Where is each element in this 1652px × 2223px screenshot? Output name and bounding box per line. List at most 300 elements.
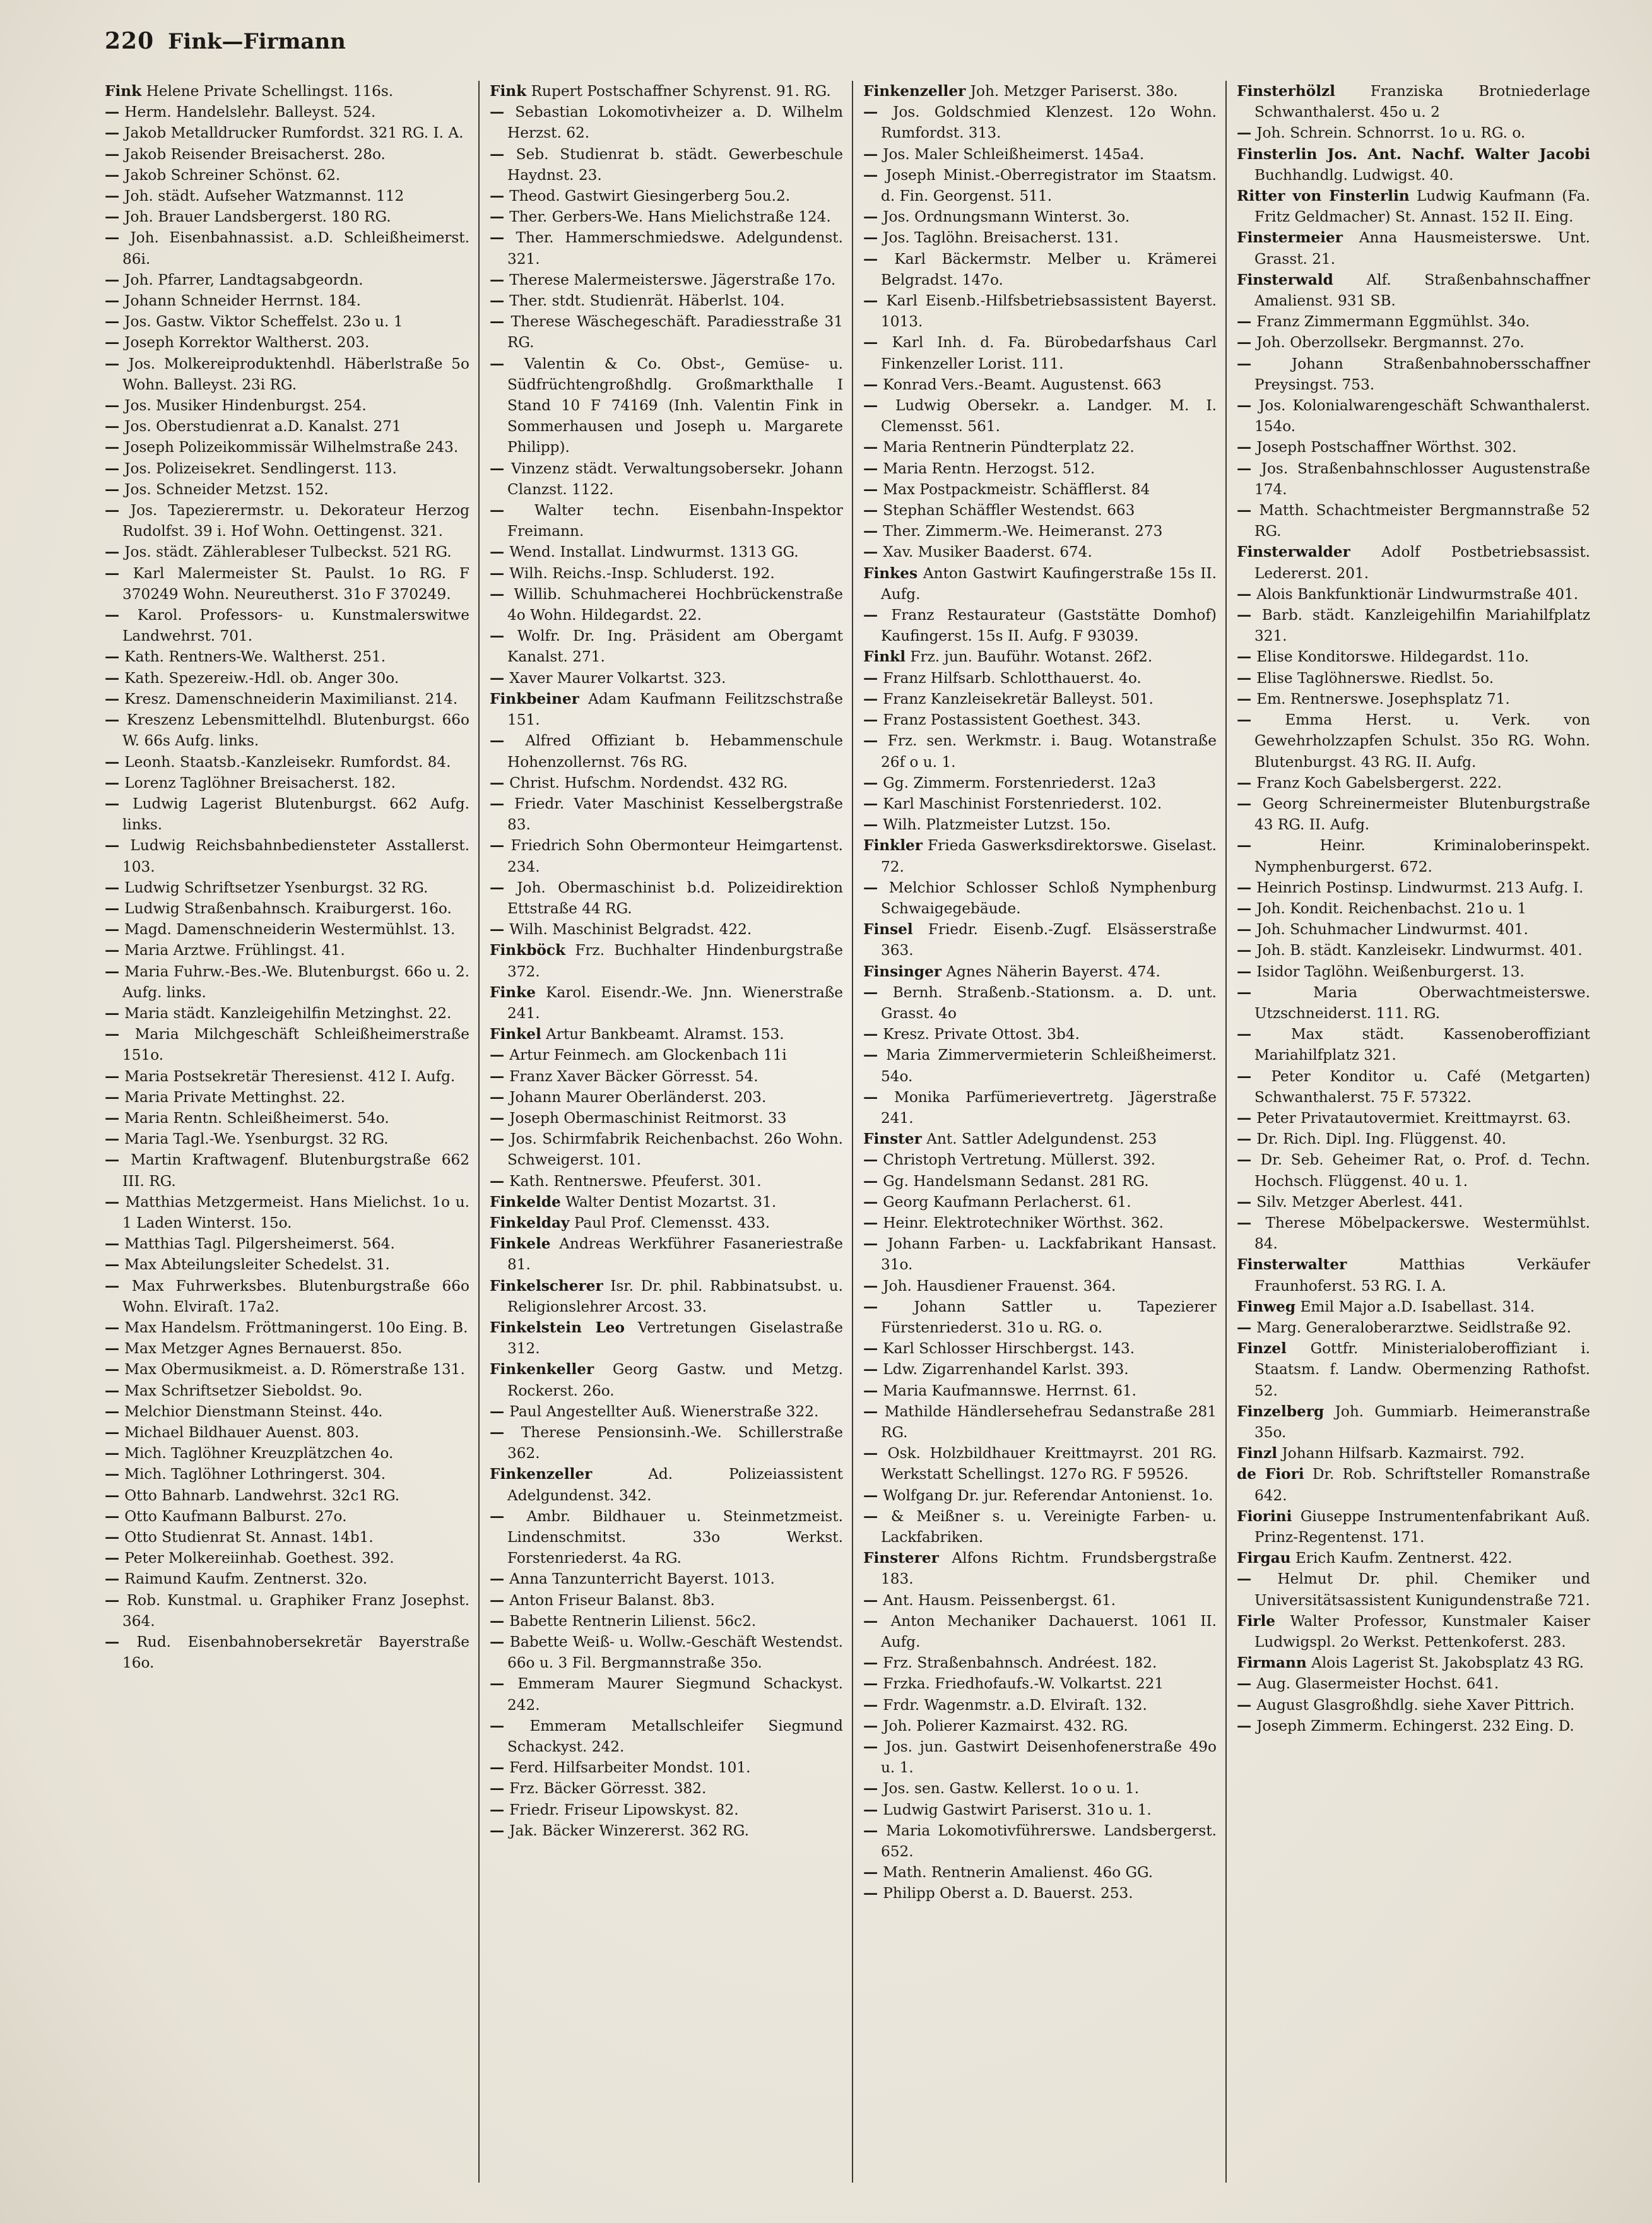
directory-entry (863, 1506, 1217, 1548)
surname: Finkelday (490, 1214, 570, 1231)
entry-text: Helene Private Schellingst. 116s. (146, 83, 394, 100)
entry-text: Maria Zimmervermieterin Schleißheimerst. 54o. (881, 1046, 1217, 1085)
directory-entry (863, 1695, 1217, 1716)
entry-text: Kresz. Private Ottost. 3b4. (883, 1026, 1080, 1043)
directory-entry (105, 1527, 469, 1548)
entry-text: Buchhandlg. Ludwigst. 40. (1254, 166, 1454, 184)
directory-entry (490, 102, 843, 143)
directory-entry (105, 1548, 469, 1568)
surname: Finsinger (863, 963, 942, 980)
directory-entry (490, 500, 843, 542)
entry-text: Jos. Schirmfabrik Reichenbachst. 26o Wohn. Schweigerst. 101. (507, 1130, 844, 1169)
entry-text: Lorenz Taglöhner Breisacherst. 182. (124, 774, 396, 791)
directory-entry (863, 1045, 1217, 1086)
directory-entry (1237, 773, 1590, 793)
entry-text: Wilh. Reichs.-Insp. Schluderst. 192. (509, 564, 775, 582)
entry-text: Jos. städt. Zählerableser Tulbeckst. 521 RG. (124, 543, 452, 561)
entry-text: Frz. jun. Bauführ. Wotanst. 26f2. (910, 648, 1153, 666)
directory-entry (490, 1422, 843, 1464)
directory-entry (1237, 1317, 1590, 1338)
entry-text: Maria Lokomotivführerswe. Landsbergerst. 652. (881, 1822, 1217, 1861)
surname: Ritter von Finsterlin (1237, 187, 1410, 205)
surname: Firmann (1237, 1654, 1307, 1672)
directory-entry (1237, 353, 1590, 395)
entry-text: Therese Möbelpackerswe. Westermühlst. 84. (1254, 1214, 1590, 1253)
directory-entry (490, 1171, 843, 1192)
directory-entry-surname (105, 81, 469, 102)
directory-entry (863, 982, 1217, 1024)
directory-entry (863, 1716, 1217, 1736)
entry-text: Wolfgang Dr. jur. Referendar Antonienst. 1o. (883, 1486, 1213, 1504)
entry-text: Maria Arztwe. Frühlingst. 41. (124, 942, 345, 959)
entry-text: Johann Sattler u. Tapezierer Fürstenriederst. 31o u. RG. o. (881, 1298, 1217, 1336)
entry-text: Max Fuhrwerksbes. Blutenburgstraße 66o Wohn. Elviraſt. 17a2. (122, 1277, 469, 1315)
directory-entry (105, 1129, 469, 1149)
entry-text: Emmeram Maurer Siegmund Schackyst. 242. (507, 1675, 843, 1714)
entry-text: Joh. städt. Aufseher Watzmannst. 112 (124, 187, 404, 205)
entry-text: Ther. Gerbers-We. Hans Mielichstraße 124. (509, 208, 831, 226)
entry-text: Ludwig Gastwirt Pariserst. 31o u. 1. (883, 1801, 1152, 1818)
directory-entry (863, 1778, 1217, 1799)
directory-entry (863, 1736, 1217, 1778)
entry-text: Michael Bildhauer Auenst. 803. (124, 1424, 360, 1441)
entry-text: Jakob Schreiner Schönst. 62. (124, 166, 341, 184)
entry-text: Max Metzger Agnes Bernauerst. 85o. (124, 1340, 403, 1358)
entry-text: Max städt. Kassenoberoffiziant Mariahilfplatz 321. (1254, 1026, 1590, 1064)
directory-entry (863, 605, 1217, 646)
surname: Finweg (1237, 1298, 1296, 1315)
directory-entry (105, 186, 469, 206)
directory-entry (1237, 437, 1590, 458)
directory-entry (105, 1276, 469, 1317)
directory-entry-surname (863, 1548, 1217, 1589)
entry-text: Anna Hausmeisterswe. Unt. Grasst. 21. (1254, 229, 1591, 268)
entry-text: Emil Major a.D. Isabellast. 314. (1300, 1298, 1535, 1315)
directory-entry (105, 1590, 469, 1632)
entry-text: Peter Molkereiinhab. Goethest. 392. (124, 1550, 394, 1567)
entry-text: Joh. Schrein. Schnorrst. 1o u. RG. o. (1256, 124, 1526, 142)
directory-entry (1237, 1192, 1590, 1212)
directory-entry (1237, 458, 1590, 500)
entry-text: Wend. Installat. Lindwurmst. 1313 GG. (509, 543, 799, 561)
directory-entry (863, 709, 1217, 730)
directory-entry (1237, 982, 1590, 1024)
surname: Finstermeier (1237, 229, 1343, 247)
directory-entry (863, 227, 1217, 248)
directory-entry (1237, 709, 1590, 773)
directory-entry-surname (490, 1276, 843, 1317)
directory-entry (863, 1171, 1217, 1192)
entry-text: Martin Kraftwagenf. Blutenburgstraße 662 III. RG. (122, 1151, 469, 1190)
entry-text: Ther. Hammerschmiedswe. Adelgundenst. 321. (507, 229, 843, 268)
entry-text: Matthias Tagl. Pilgersheimerst. 564. (124, 1235, 395, 1253)
entry-text: Joseph Postschaffner Wörthst. 302. (1256, 439, 1517, 456)
directory-entry (490, 353, 843, 458)
directory-entry (1237, 793, 1590, 835)
entry-text: Jos. sen. Gastw. Kellerst. 1o o u. 1. (883, 1780, 1140, 1798)
entry-text: Matth. Schachtmeister Bergmannstraße 52 RG. (1254, 502, 1590, 540)
entry-text: Jos. Molkereiproduktenhdl. Häberlstraße 5o Wohn. Balleyst. 23i RG. (122, 355, 469, 393)
directory-entry (1237, 1673, 1590, 1694)
directory-entry (1237, 605, 1590, 646)
entry-text: Seb. Studienrat b. städt. Gewerbeschule Haydnst. 23. (507, 145, 843, 184)
entry-text: Melchior Schlosser Schloß Nymphenburg Schwaigegebäude. (881, 879, 1217, 917)
directory-entry-surname (490, 1317, 843, 1359)
entry-text: Ther. Zimmerm.-We. Heimeranst. 273 (883, 523, 1163, 540)
directory-entry (490, 1611, 843, 1632)
directory-entry (105, 1024, 469, 1065)
entry-text: Giuseppe Instrumentenfabrikant Auß. Prinz-Regentenst. 171. (1254, 1507, 1590, 1546)
directory-entry (105, 793, 469, 835)
entry-text: Peter Privatautovermiet. Kreittmayrst. 63. (1256, 1109, 1571, 1127)
directory-entry (105, 1632, 469, 1673)
directory-entry (1237, 1716, 1590, 1736)
directory-entry (105, 877, 469, 898)
directory-entry (1237, 877, 1590, 898)
entry-text: Karl Malermeister St. Paulst. 1o RG. F 370249 Wohn. Neureutherst. 31o F 370249. (122, 564, 470, 603)
entry-text: Alois Bankfunktionär Lindwurmstraße 401. (1256, 585, 1579, 603)
directory-entry (490, 1590, 843, 1611)
entry-text: Jos. Maler Schleißheimerst. 145a4. (883, 145, 1145, 163)
entry-text: Alfons Richtm. Frundsbergstraße 183. (881, 1550, 1217, 1588)
directory-entry (863, 730, 1217, 772)
surname: Finkelde (490, 1193, 561, 1211)
surname: Finkenkeller (490, 1361, 594, 1378)
directory-entry-surname (1237, 81, 1590, 122)
directory-entry (105, 1338, 469, 1359)
entry-text: Alf. Straßenbahnschaffner Amalienst. 931 SB. (1254, 271, 1590, 310)
entry-text: Stephan Schäffler Westendst. 663 (883, 502, 1135, 519)
entry-text: Artur Bankbeamt. Alramst. 153. (546, 1026, 784, 1043)
directory-entry (105, 1149, 469, 1191)
entry-text: August Glasgroßhdlg. siehe Xaver Pittrich. (1256, 1696, 1575, 1714)
directory-entry (490, 206, 843, 227)
entry-text: Max Obermusikmeist. a. D. Römerstraße 131. (124, 1361, 465, 1378)
directory-entry (105, 206, 469, 227)
directory-entry (1237, 919, 1590, 940)
entry-text: Maria Tagl.-We. Ysenburgst. 32 RG. (124, 1130, 389, 1148)
page-header (105, 28, 1594, 63)
directory-entry (105, 1233, 469, 1254)
directory-entry-surname (863, 646, 1217, 667)
entry-text: Gottfr. Ministerialoberoffiziant i. Staatsm. f. Landw. Obermenzing Rathofst. 52. (1254, 1340, 1590, 1399)
directory-entry (105, 1108, 469, 1129)
entry-text: Karl Maschinist Forstenriederst. 102. (883, 795, 1162, 812)
entry-text: Joh. Gummiarb. Heimeranstraße 35o. (1254, 1402, 1590, 1441)
entry-text: Maria Oberwachtmeisterswe. Utzschneiderst. 111. RG. (1254, 983, 1590, 1022)
directory-entry (490, 542, 843, 562)
entry-text: Wilh. Maschinist Belgradst. 422. (509, 921, 752, 939)
entry-text: Jos. Kolonialwarengeschäft Schwanthalerst. 154o. (1254, 397, 1590, 436)
directory-entry (105, 144, 469, 165)
directory-entry-surname (863, 81, 1217, 102)
entry-text: Max Handelsm. Fröttmaningerst. 10o Eing. B. (124, 1319, 468, 1336)
directory-entry (490, 877, 843, 919)
entry-text: Silv. Metzger Aberlest. 441. (1256, 1193, 1463, 1211)
entry-text: Jos. Straßenbahnschlosser Augustenstraße 174. (1254, 459, 1590, 498)
directory-entry (863, 1820, 1217, 1862)
entry-text: Friedrich Sohn Obermonteur Heimgartenst. 234. (507, 837, 843, 875)
entry-text: Agnes Näherin Bayerst. 474. (946, 963, 1160, 980)
directory-entry (105, 1380, 469, 1401)
surname: Finkelscherer (490, 1277, 603, 1295)
entry-text: Joh. Schuhmacher Lindwurmst. 401. (1256, 921, 1528, 939)
directory-entry (105, 270, 469, 290)
entry-text: Ther. stdt. Studienrät. Häberlst. 104. (509, 292, 785, 310)
entry-text: Artur Feinmech. am Glockenbach 11i (509, 1046, 787, 1064)
entry-text: Kreszenz Lebensmittelhdl. Blutenburgst. 66o W. 66s Aufg. links. (122, 711, 469, 750)
directory-entry (863, 1590, 1217, 1611)
directory-entry (490, 563, 843, 584)
directory-entry (1237, 395, 1590, 437)
entry-text: Raimund Kaufm. Zentnerst. 32o. (124, 1570, 368, 1588)
directory-entry (863, 1799, 1217, 1820)
directory-entry (490, 773, 843, 793)
surname: Firle (1237, 1612, 1276, 1630)
entry-text: Max Schriftsetzer Sieboldst. 9o. (124, 1382, 363, 1399)
entry-text: Ludwig Schriftsetzer Ysenburgst. 32 RG. (124, 879, 428, 896)
directory-entry (863, 1024, 1217, 1045)
entry-text: Johann Straßenbahnobersschaffner Preysingst. 753. (1254, 355, 1590, 393)
entry-text: Willib. Schuhmacherei Hochbrückenstraße 4o Wohn. Hildegardst. 22. (507, 585, 843, 624)
entry-text: Friedr. Friseur Lipowskyst. 82. (509, 1801, 739, 1818)
entry-text: Ludwig Reichsbahnbediensteter Asstallerst. 103. (122, 837, 469, 875)
entry-text: Franz Postassistent Goethest. 343. (883, 711, 1141, 729)
entry-text: Jakob Metalldrucker Rumfordst. 321 RG. I. A. (124, 124, 464, 142)
directory-entry-surname (1237, 1464, 1590, 1505)
directory-entry (1237, 1212, 1590, 1254)
entry-text: Jos. Ordnungsmann Winterst. 3o. (883, 208, 1130, 226)
directory-entry-surname (863, 563, 1217, 605)
directory-entry-surname (490, 1212, 843, 1233)
directory-entry (490, 1632, 843, 1673)
directory-entry (1237, 122, 1590, 143)
entry-text: Andreas Werkführer Fasaneriestraße 81. (507, 1235, 843, 1274)
entry-text: Frzka. Friedhofaufs.-W. Volkartst. 221 (883, 1675, 1164, 1693)
directory-entry (105, 290, 469, 311)
directory-entry (105, 1066, 469, 1087)
entry-text: Alfred Offiziant b. Hebammenschule Hohenzollernst. 76s RG. (507, 732, 843, 771)
entry-text: Rud. Eisenbahnobersekretär Bayerstraße 16o. (122, 1633, 469, 1672)
entry-text: Theod. Gastwirt Giesingerberg 5ou.2. (509, 187, 791, 205)
entry-text: Osk. Holzbildhauer Kreittmayrst. 201 RG. Werkstatt Schellingst. 127o RG. F 59526. (881, 1445, 1217, 1483)
directory-entry-surname (490, 1233, 843, 1275)
directory-entry (863, 689, 1217, 709)
directory-entry (863, 290, 1217, 332)
directory-entry (105, 773, 469, 793)
entry-text: Maria Rentn. Schleißheimerst. 54o. (124, 1109, 389, 1127)
directory-entry-surname (490, 1464, 843, 1505)
directory-entry (105, 102, 469, 122)
entry-text: Ad. Polizeiassistent Adelgundenst. 342. (507, 1466, 843, 1504)
entry-text: Franz Zimmermann Eggmühlst. 34o. (1256, 313, 1530, 331)
entry-text: Friedr. Vater Maschinist Kesselbergstraße 83. (507, 795, 843, 834)
directory-entry (490, 793, 843, 835)
directory-entry (105, 919, 469, 940)
directory-entry (863, 1380, 1217, 1401)
entry-text: Matthias Verkäufer Fraunhoferst. 53 RG. I. A. (1254, 1256, 1590, 1295)
entry-text: Karl Bäckermstr. Melber u. Krämerei Belgradst. 147o. (881, 250, 1217, 288)
directory-entry-surname (863, 835, 1217, 877)
directory-entry (105, 1317, 469, 1338)
entry-text: Heinrich Postinsp. Lindwurmst. 213 Aufg. I. (1256, 879, 1584, 896)
surname: Finzl (1237, 1445, 1278, 1462)
entry-text: Joseph Obermaschinist Reitmorst. 33 (509, 1109, 787, 1127)
directory-entry (105, 1443, 469, 1464)
directory-entry (863, 521, 1217, 542)
entry-text: Mich. Taglöhner Kreuzplätzchen 4o. (124, 1445, 394, 1462)
directory-entry-surname (1237, 227, 1590, 269)
surname: Finsterwalter (1237, 1256, 1347, 1274)
directory-entry (105, 165, 469, 186)
surname: Fiorini (1237, 1507, 1292, 1525)
directory-entry (490, 1045, 843, 1065)
surname: Finkböck (490, 942, 566, 959)
directory-entry (863, 1883, 1217, 1904)
entry-text: Gg. Zimmerm. Forstenriederst. 12a3 (883, 774, 1157, 791)
directory-entry (105, 311, 469, 332)
entry-text: Dr. Rich. Dipl. Ing. Flüggenst. 40. (1256, 1130, 1506, 1148)
entry-text: Ant. Sattler Adelgundenst. 253 (926, 1130, 1157, 1148)
directory-entry (863, 773, 1217, 793)
surname: Finkler (863, 837, 923, 855)
entry-text: Jos. Polizeisekret. Sendlingerst. 113. (124, 459, 397, 477)
entry-text: Ant. Hausm. Peissenbergst. 61. (883, 1591, 1116, 1609)
entry-text: Franz Restaurateur (Gaststätte Domhof) Kaufingerst. 15s II. Aufg. F 93039. (881, 607, 1217, 645)
entry-text: Aug. Glasermeister Hochst. 641. (1256, 1675, 1499, 1693)
directory-entry (1237, 1149, 1590, 1191)
directory-entry (490, 1066, 843, 1087)
surname: Finkelstein Leo (490, 1319, 625, 1336)
directory-entry (105, 479, 469, 500)
surname: Finke (490, 983, 536, 1001)
surname: Finster (863, 1130, 922, 1148)
entry-text: Vertretungen Giselastraße 312. (507, 1319, 843, 1358)
directory-entry (1237, 1024, 1590, 1065)
surname: Firgau (1237, 1550, 1291, 1567)
surname: Finkele (490, 1235, 551, 1253)
entry-text: Walter techn. Eisenbahn-Inspektor Freimann. (507, 502, 843, 540)
entry-text: Otto Studienrat St. Annast. 14b1. (124, 1529, 374, 1546)
entry-text: Joseph Minist.-Oberregistrator im Staatsm. d. Fin. Georgenst. 511. (881, 166, 1217, 205)
surname: Finzel (1237, 1340, 1287, 1358)
directory-entry (1237, 332, 1590, 353)
directory-entry-surname (490, 1359, 843, 1401)
directory-entry (490, 1129, 843, 1170)
entry-text: Johann Maurer Oberländerst. 203. (509, 1088, 767, 1106)
directory-entry (105, 395, 469, 416)
surname: Fink (490, 83, 527, 100)
entry-text: Johann Farben- u. Lackfabrikant Hansast. 31o. (881, 1235, 1217, 1274)
entry-text: Bernh. Straßenb.-Stationsm. a. D. unt. Grasst. 4o (881, 983, 1217, 1022)
directory-entry (105, 1087, 469, 1108)
surname: Finkenzeller (863, 83, 966, 100)
entry-text: Math. Rentnerin Amalienst. 46o GG. (883, 1864, 1153, 1882)
entry-text: Wolfr. Dr. Ing. Präsident am Obergamt Kanalst. 271. (507, 627, 843, 666)
column-4 (1225, 81, 1599, 2183)
entry-text: Frieda Gaswerksdirektorswe. Giselast. 72. (881, 837, 1217, 875)
entry-text: Joh. B. städt. Kanzleisekr. Lindwurmst. 401. (1256, 942, 1583, 959)
entry-text: Franz Kanzleisekretär Balleyst. 501. (883, 690, 1153, 708)
directory-entry (1237, 689, 1590, 709)
directory-entry (1237, 1568, 1590, 1610)
entry-text: Frz. Straßenbahnsch. Andréest. 182. (883, 1654, 1157, 1672)
entry-text: Vinzenz städt. Verwaltungsobersekr. Johann Clanzst. 1122. (507, 459, 843, 498)
directory-entry (863, 1359, 1217, 1380)
surname: Finsterwalder (1237, 543, 1350, 561)
directory-entry (1237, 646, 1590, 667)
entry-text: Anton Mechaniker Dachauerst. 1061 II. Aufg. (881, 1612, 1217, 1651)
directory-entry (863, 1087, 1217, 1129)
entry-text: Christoph Vertretung. Müllerst. 392. (883, 1151, 1155, 1169)
directory-entry (105, 332, 469, 353)
directory-entry-surname (490, 940, 843, 981)
entry-text: Jos. Tapezierermstr. u. Dekorateur Herzog Rudolfst. 39 i. Hof Wohn. Oettingenst. 321. (122, 502, 469, 540)
entry-text: Philipp Oberst a. D. Bauerst. 253. (883, 1885, 1133, 1902)
entry-text: Isidor Taglöhn. Weißenburgerst. 13. (1256, 963, 1525, 980)
directory-entry (490, 1673, 843, 1715)
entry-text: Franz Xaver Bäcker Görresst. 54. (509, 1067, 758, 1085)
directory-entry (490, 625, 843, 667)
directory-entry (105, 500, 469, 542)
directory-entry (863, 1611, 1217, 1652)
entry-text: Georg Gastw. und Metzg. Rockerst. 26o. (507, 1361, 843, 1399)
surname: Fink (105, 83, 142, 100)
entry-text: Dr. Rob. Schriftsteller Romanstraße 642. (1254, 1466, 1590, 1504)
directory-entry-surname (1237, 1401, 1590, 1443)
directory-entry (105, 961, 469, 1003)
directory-entry (1237, 898, 1590, 919)
surname: de Fiori (1237, 1466, 1304, 1483)
entry-text: Maria Kaufmannswe. Herrnst. 61. (883, 1382, 1136, 1399)
surname: Finsel (863, 921, 913, 939)
entry-text: Anton Friseur Balanst. 8b3. (509, 1591, 715, 1609)
entry-text: Therese Wäschegeschäft. Paradiesstraße 31 RG. (507, 313, 843, 352)
entry-text: Rupert Postschaffner Schyrenst. 91. RG. (531, 83, 831, 100)
entry-text: Rob. Kunstmal. u. Graphiker Franz Josephst. 364. (122, 1591, 469, 1630)
directory-entry (105, 835, 469, 877)
entry-text: Anna Tanzunterricht Bayerst. 1013. (509, 1570, 775, 1588)
entry-text: Jos. Musiker Hindenburgst. 254. (124, 397, 367, 415)
directory-entry-surname (490, 81, 843, 102)
entry-text: Jak. Bäcker Winzererst. 362 RG. (509, 1822, 749, 1839)
directory-entry-surname (1237, 1548, 1590, 1568)
entry-text: Elise Taglöhnerswe. Riedlst. 5o. (1256, 669, 1494, 687)
directory-entry (863, 165, 1217, 206)
entry-text: Maria Postsekretär Theresienst. 412 I. Aufg. (124, 1067, 456, 1085)
directory-entry-surname (1237, 1506, 1590, 1548)
directory-entry (490, 1778, 843, 1799)
entry-text: Jos. jun. Gastwirt Deisenhofenerstraße 49o u. 1. (881, 1738, 1217, 1777)
directory-entry (105, 1568, 469, 1589)
entry-text: Sebastian Lokomotivheizer a. D. Wilhelm Herzst. 62. (507, 104, 843, 142)
entry-text: Jos. Schneider Metzst. 152. (124, 480, 329, 498)
directory-entry (105, 1401, 469, 1422)
entry-text: Ambr. Bildhauer u. Steinmetzmeist. Lindenschmitst. 33o Werkst. Forstenriederst. 4a RG. (507, 1507, 843, 1567)
directory-entry (863, 814, 1217, 835)
entry-text: Therese Pensionsinh.-We. Schillerstraße 362. (507, 1424, 843, 1462)
directory-entry (863, 1485, 1217, 1506)
entry-text: Friedr. Eisenb.-Zugf. Elsässerstraße 363. (881, 921, 1217, 959)
entry-text: Barb. städt. Kanzleigehilfin Mariahilfplatz 321. (1254, 607, 1590, 645)
directory-entry-surname (1237, 270, 1590, 311)
directory-entry (105, 1485, 469, 1506)
directory-entry (863, 249, 1217, 290)
entry-text: Maria Fuhrw.-Bes.-We. Blutenburgst. 66o u. 2. Aufg. links. (122, 963, 470, 1001)
directory-entry (105, 1192, 469, 1233)
directory-entry (490, 1757, 843, 1778)
column-3 (852, 81, 1225, 2183)
